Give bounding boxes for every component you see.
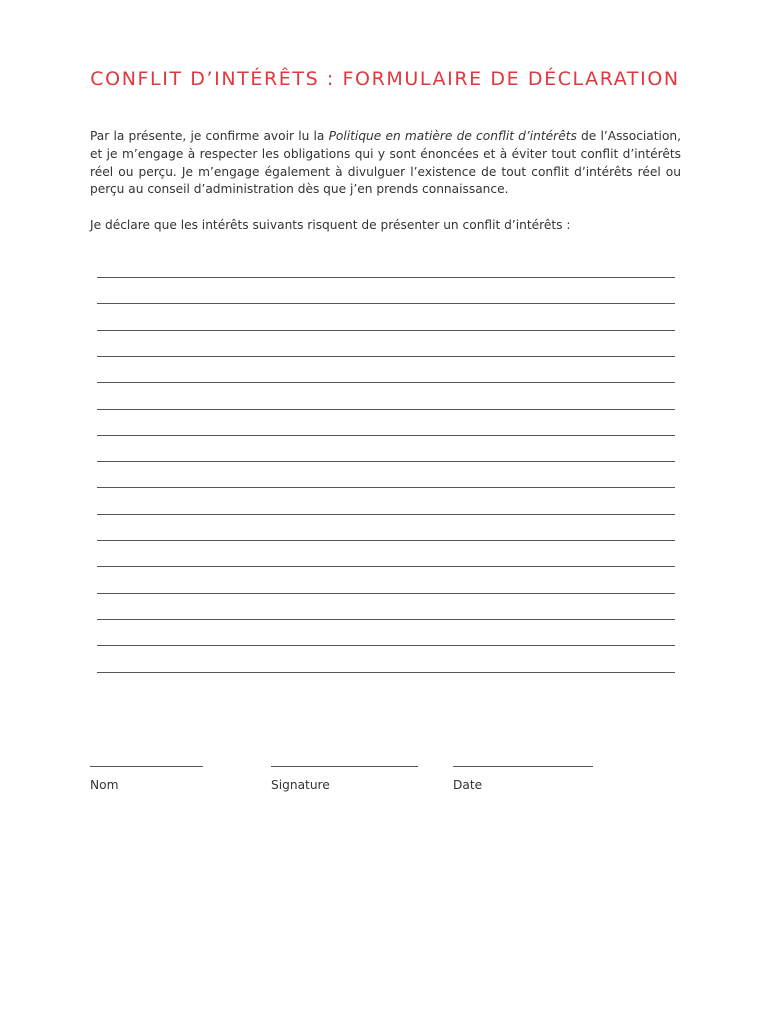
name-label: Nom xyxy=(90,778,119,792)
blank-line xyxy=(97,382,675,383)
declaration-prompt: Je déclare que les intérêts suivants risquent de présenter un conflit d’intérêts : xyxy=(90,218,571,232)
blank-line xyxy=(97,540,675,541)
blank-line xyxy=(97,356,675,357)
blank-line xyxy=(97,487,675,488)
name-signature-rule xyxy=(90,766,203,767)
signature-label: Signature xyxy=(271,778,330,792)
blank-line xyxy=(97,566,675,567)
date-label: Date xyxy=(453,778,483,792)
blank-line xyxy=(97,277,675,278)
interests-blank-lines xyxy=(97,277,675,677)
blank-line xyxy=(97,593,675,594)
intro-text-after: de l’Association, et je m’engage à respecter les obligations qui y sont énoncées et à éviter tout conflit d’intérêts réel ou perçu. Je m’engage également à divulguer l’existence de tout conflit d’intérêts réel ou perçu au conseil d’administration dès que j’en prends connaissance. xyxy=(90,129,681,197)
blank-line xyxy=(97,330,675,331)
intro-text-before: Par la présente, je confirme avoir lu la xyxy=(90,129,329,143)
blank-line xyxy=(97,435,675,436)
intro-paragraph xyxy=(90,128,681,199)
blank-line xyxy=(97,409,675,410)
blank-line xyxy=(97,619,675,620)
blank-line xyxy=(97,645,675,646)
blank-line xyxy=(97,672,675,673)
signature-rule xyxy=(271,766,418,767)
blank-line xyxy=(97,514,675,515)
form-title: CONFLIT D’INTÉRÊTS : FORMULAIRE DE DÉCLARATION xyxy=(90,68,680,90)
date-signature-rule xyxy=(453,766,593,767)
policy-name: Politique en matière de conflit d’intérêts xyxy=(328,129,577,143)
blank-line xyxy=(97,461,675,462)
blank-line xyxy=(97,303,675,304)
